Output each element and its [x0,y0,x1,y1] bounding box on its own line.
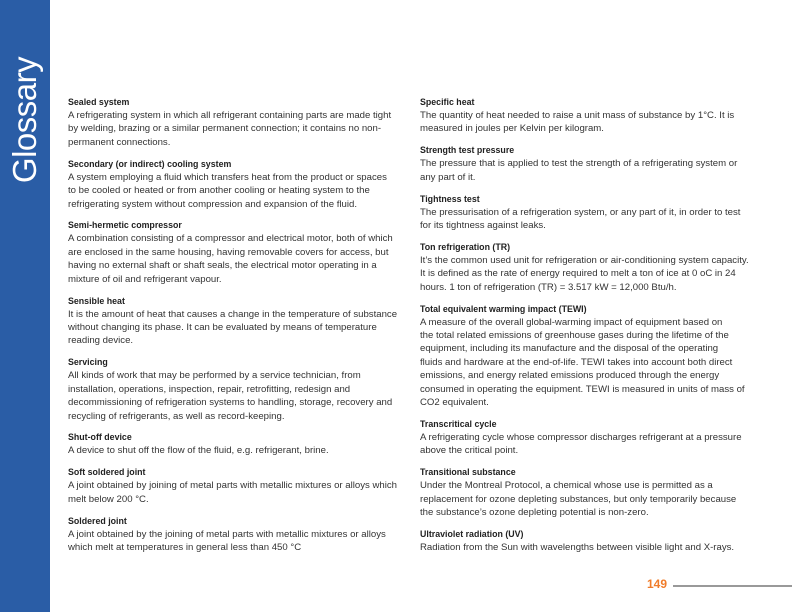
definition-line: decommissioning of refrigeration systems to handling, storage, recovery and [68,397,393,409]
glossary-entry [68,431,418,457]
glossary-term: Secondary (or indirect) cooling system [68,158,232,170]
definition-line: A joint obtained by joining of metal parts with metallic mixtures or alloys which [68,480,398,492]
definition-line: refrigerating system without compression and expansion of the fluid. [68,198,358,210]
glossary-term: Sensible heat [68,295,125,307]
glossary-term: Soldered joint [68,515,127,527]
glossary-term: Sealed system [68,97,130,108]
definition-line: It’s the common used unit for refrigeration or air-conditioning system capacity. [420,254,749,266]
glossary-term: Transcritical cycle [420,419,497,430]
definition-line: mixture of oil and refrigerant vapour. [68,273,222,285]
glossary-entry [68,295,418,348]
glossary-term: Strength test pressure [420,145,515,157]
glossary-term: Shut-off device [68,432,132,444]
glossary-entry [68,466,418,506]
definition-line: It is the amount of heat that causes a change in the temperature of substance [68,308,398,320]
glossary-entry [420,528,770,554]
definition-line: installation, operations, inspection, repair, retrofitting, redesign and [68,383,351,395]
definition-line: permanent connections. [68,136,171,148]
glossary-entry [420,193,770,233]
definition-line: It is defined as the rate of energy required to melt a ton of ice at 0 oC in 24 [420,268,736,280]
definition-line: by welding, brazing or a similar permanent connection; it contains no non- [68,123,382,135]
glossary-term: Semi-hermetic compressor [68,220,182,232]
definition-line: A measure of the overall global-warming impact of equipment based on [420,316,723,328]
glossary-entry [68,515,418,555]
definition-line: recycling of refrigerants, as well as record-keeping. [68,410,285,422]
page-number: 149 [647,577,668,591]
glossary-entry [420,241,770,294]
definition-line: the substance’s ozone depleting potential is non-zero. [420,507,649,519]
glossary-term: Ton refrigeration (TR) [420,241,511,253]
definition-line: The pressurisation of a refrigeration system, or any part of it, in order to test [420,206,741,218]
glossary-entry [420,144,770,184]
glossary-entry [68,356,418,423]
definition-line: above the critical point. [420,445,519,457]
definition-line: equipment, including its manufacture and the disposal of the operating [420,343,719,355]
definition-line: A combination consisting of a compressor and electrical motor, both of which [68,233,393,245]
left-column [68,96,418,563]
definition-line: measured in joules per Kelvin per kilogram. [420,123,604,135]
definition-line: reading device. [68,335,134,347]
glossary-entry [68,158,418,211]
definition-line: fluids and hardware at the end-of-life. TEWI takes into account both direct [420,356,733,368]
definition-line: A system employing a fluid which transfers heat from the product or spaces [68,171,387,183]
glossary-entry [420,96,770,136]
glossary-entry [68,219,418,286]
definition-line: having no external shaft or shaft seals, the electrical motor operating in a [68,260,377,272]
definition-line: A device to shut off the flow of the fluid, e.g. refrigerant, brine. [68,445,329,457]
glossary-term: Transitional substance [420,467,516,479]
definition-line: emissions, and energy related emissions produced through the energy [420,370,720,382]
definition-line: A refrigerating system in which all refrigerant containing parts are made tight [68,110,392,121]
right-column [420,96,770,563]
definition-line: consumed in operating the equipment. TEWI is measured in units of mass of [420,383,745,395]
glossary-term: Specific heat [420,97,475,108]
definition-line: replacement for ozone depleting substances, but only temporarily because [420,493,737,505]
glossary-term: Soft soldered joint [68,467,146,479]
definition-line: A refrigerating cycle whose compressor discharges refrigerant at a pressure [420,432,742,443]
glossary-term: Ultraviolet radiation (UV) [420,529,524,541]
definition-line: without changing its phase. It can be evaluated by means of temperature [68,321,377,333]
glossary-term: Tightness test [420,193,480,205]
glossary-term: Total equivalent warming impact (TEWI) [420,303,587,315]
glossary-entry [420,418,770,458]
glossary-entry [420,303,770,410]
definition-line: hours. 1 ton of refrigeration (TR) = 3.517 kW = 12,000 Btu/h. [420,281,677,293]
definition-line: any part of it. [420,171,476,183]
definition-line: the total related emissions of greenhouse gases during the lifetime of the [420,330,729,342]
glossary-entry [420,466,770,519]
section-title: Glossary [6,56,43,184]
glossary-term: Servicing [68,357,108,369]
definition-line: which melt at temperatures in general less than 450 °C [68,542,302,554]
definition-line: CO2 equivalent. [420,397,489,409]
definition-line: Under the Montreal Protocol, a chemical whose use is permitted as a [420,480,713,492]
sidebar-band [0,0,50,612]
definition-line: are enclosed in the same housing, having removable covers for access, but [68,246,389,258]
definition-line: A joint obtained by the joining of metal parts with metallic mixtures or alloys [68,528,386,540]
definition-line: for its tightness against leaks. [420,220,546,232]
footer-rule [673,585,792,587]
definition-line: Radiation from the Sun with wavelengths between visible light and X-rays. [420,542,735,554]
definition-line: to be cooled or heated or from another cooling or heating system to the [68,185,370,197]
definition-line: The pressure that is applied to test the strength of a refrigerating system or [420,158,738,170]
glossary-entry [68,96,418,149]
definition-line: All kinds of work that may be performed by a service technician, from [68,370,361,382]
definition-line: melt below 200 °C. [68,493,149,505]
definition-line: The quantity of heat needed to raise a unit mass of substance by 1°C. It is [420,110,735,121]
